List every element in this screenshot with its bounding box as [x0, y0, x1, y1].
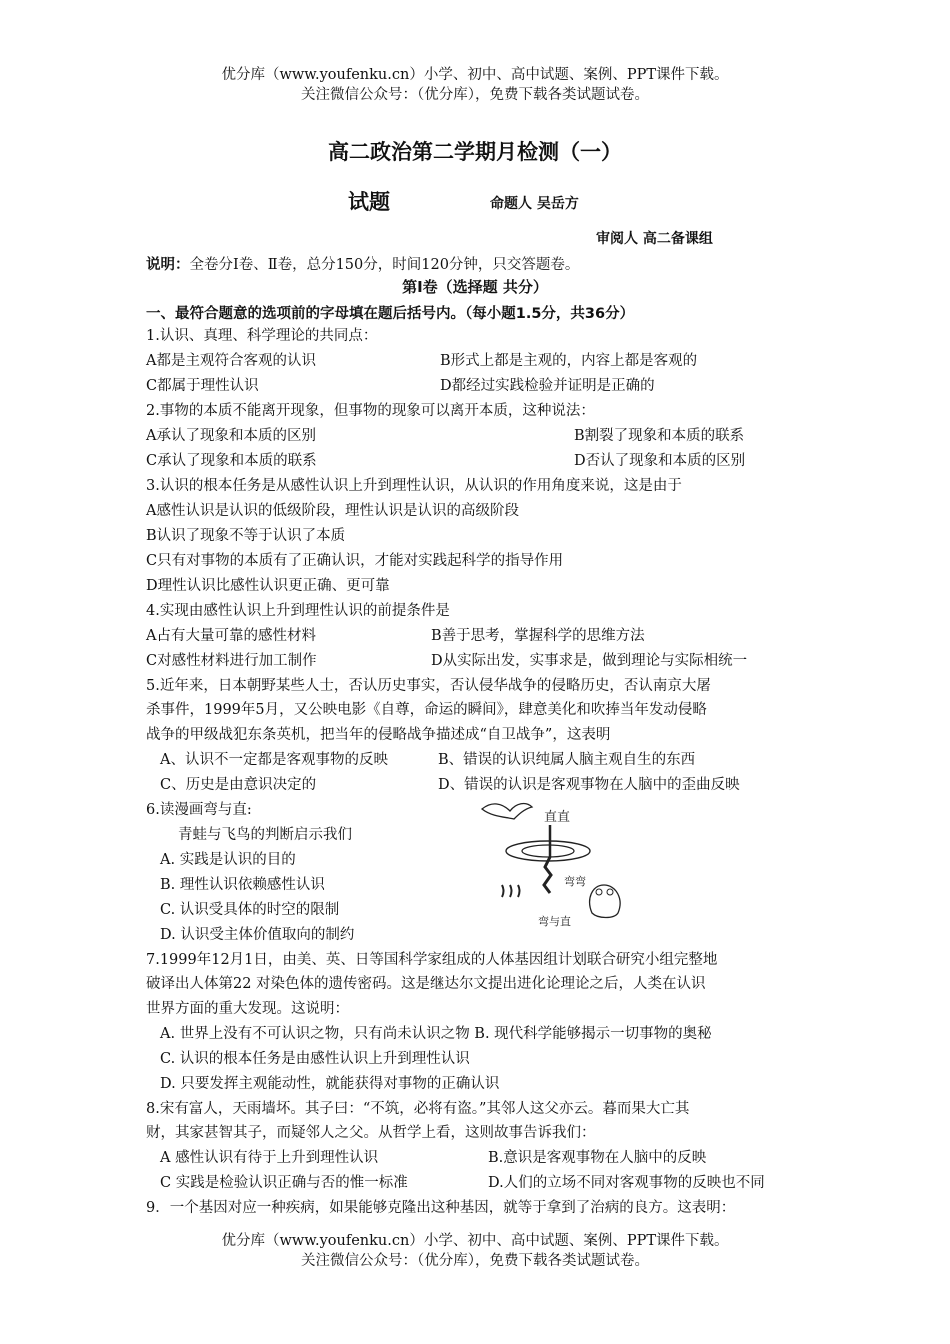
q5-line2: 杀事件，1999年5月，又公映电影《自尊，命运的瞬间》，肆意美化和吹捧当年发动侵略: [146, 702, 707, 718]
cartoon-bent-straight: [480, 795, 650, 930]
site-header-line1: 优分库（www.youfenku.cn）小学、初中、高中试题、案例、PPT课件下载。: [221, 67, 729, 83]
q5-option-d: D、错误的认识是客观事物在人脑中的歪曲反映: [438, 777, 740, 793]
q5-option-c: C、历史是由意识决定的: [160, 777, 317, 793]
q3-stem: 3.认识的根本任务是从感性认识上升到理性认识，从认识的作用角度来说，这是由于: [146, 478, 682, 494]
q9-stem: 9．一个基因对应一种疾病，如果能够克隆出这种基因，就等于拿到了治病的良方。这表明：: [146, 1200, 736, 1216]
q6-option-c: C. 认识受具体的时空的限制: [160, 902, 340, 918]
sound-waves-icon: [502, 885, 520, 897]
bent-stick-icon: [544, 857, 551, 893]
q8-line1: 8.宋有富人，天雨墙坏。其子曰：“不筑，必将有盗。”其邻人这父亦云。暮而果大亡其: [146, 1101, 690, 1117]
q3-option-d: D理性认识比感性认识更正确、更可靠: [146, 578, 390, 594]
bird-icon: [482, 804, 532, 819]
q3-option-a: A感性认识是认识的低级阶段，理性认识是认识的高级阶段: [146, 503, 519, 519]
part-title: 一、最符合题意的选项前的字母填在题后括号内。（每小题1.5分，共36分）: [146, 306, 635, 322]
section-title: 第Ⅰ卷（选择题 共分）: [402, 278, 548, 296]
q3-option-c: C只有对事物的本质有了正确认识，才能对实践起科学的指导作用: [146, 553, 564, 569]
cartoon-label-straight: 直直: [544, 810, 571, 825]
instructions-text: 全卷分Ⅰ卷、Ⅱ卷，总分150分，时间120分钟，只交答题卷。: [189, 257, 580, 273]
author: 命题人 吴岳方: [490, 196, 579, 212]
q2-stem: 2.事物的本质不能离开现象，但事物的现象可以离开本质，这种说法：: [146, 403, 595, 419]
q6-option-a: A. 实践是认识的目的: [160, 852, 296, 868]
water-ripple-inner-icon: [522, 845, 574, 857]
q6-lead: 青蛙与飞鸟的判断启示我们: [178, 827, 352, 843]
q2-option-d: D否认了现象和本质的区别: [574, 453, 746, 469]
q2-option-a: A承认了现象和本质的区别: [146, 428, 316, 444]
page-title: 高二政治第二学期月检测（一）: [328, 140, 622, 164]
q7-line3: 世界方面的重大发现。这说明：: [146, 1001, 349, 1017]
site-footer-line1: 优分库（www.youfenku.cn）小学、初中、高中试题、案例、PPT课件下载。: [221, 1233, 729, 1249]
q5-line3: 战争的甲级战犯东条英机，把当年的侵略战争描述成“自卫战争”，这表明: [146, 727, 611, 743]
site-footer-line2: 关注微信公众号：（优分库），免费下载各类试题试卷。: [301, 1253, 649, 1269]
q8-option-b: B.意识是客观事物在人脑中的反映: [488, 1150, 707, 1166]
q5-option-a: A、认识不一定都是客观事物的反映: [160, 752, 388, 768]
q4-option-a: A占有大量可靠的感性材料: [146, 628, 316, 644]
q5-line1: 5.近年来，日本朝野某些人士，否认历史事实，否认侵华战争的侵略历史，否认南京大屠: [146, 678, 711, 694]
q6-option-d: D. 认识受主体价值取向的制约: [160, 927, 355, 943]
q7-option-c: C. 认识的根本任务是由感性认识上升到理性认识: [160, 1051, 470, 1067]
cartoon-label-bent: 弯弯: [564, 875, 586, 888]
q1-option-a: A都是主观符合客观的认识: [146, 353, 316, 369]
q4-stem: 4.实现由感性认识上升到理性认识的前提条件是: [146, 603, 450, 619]
cartoon-caption: 弯与直: [538, 915, 571, 928]
q1-option-c: C都属于理性认识: [146, 378, 259, 394]
q8-line2: 财，其家甚智其子，而疑邻人之父。从哲学上看，这则故事告诉我们：: [146, 1125, 596, 1141]
q5-option-b: B、错误的认识纯属人脑主观自生的东西: [438, 752, 696, 768]
cartoon-illustration: [480, 795, 650, 930]
q3-option-b: B认识了现象不等于认识了本质: [146, 528, 346, 544]
q1-stem: 1.认识、真理、科学理论的共同点：: [146, 328, 378, 344]
instructions: [146, 253, 579, 274]
q7-line1: 7.1999年12月1日，由美、英、日等国科学家组成的人体基因组计划联合研究小组完整地: [146, 952, 718, 968]
q1-option-b: B形式上都是主观的，内容上都是客观的: [440, 353, 698, 369]
q1-option-d: D都经过实践检验并证明是正确的: [440, 378, 655, 394]
q7-option-ab: A. 世界上没有不可认识之物，只有尚未认识之物 B. 现代科学能够揭示一切事物的奥秘: [160, 1026, 712, 1042]
q8-option-c: C 实践是检验认识正确与否的惟一标准: [160, 1175, 408, 1191]
q7-line2: 破译出人体第22 对染色体的遗传密码。这是继达尔文提出进化论理论之后，人类在认识: [146, 976, 706, 992]
site-header-line2: 关注微信公众号：（优分库），免费下载各类试题试卷。: [301, 87, 649, 103]
subtitle: 试题: [348, 190, 390, 214]
q2-option-b: B割裂了现象和本质的联系: [574, 428, 745, 444]
q2-option-c: C承认了现象和本质的联系: [146, 453, 317, 469]
q8-option-a: A 感性认识有待于上升到理性认识: [160, 1150, 379, 1166]
q7-option-d: D. 只要发挥主观能动性，就能获得对事物的正确认识: [160, 1076, 500, 1092]
instructions-label: 说明：: [146, 257, 190, 273]
q8-option-d: D.人们的立场不同对客观事物的反映也不同: [488, 1175, 765, 1191]
q4-option-b: B善于思考，掌握科学的思维方法: [431, 628, 645, 644]
frog-icon: [590, 885, 620, 918]
q4-option-d: D从实际出发，实事求是，做到理论与实际相统一: [431, 653, 748, 669]
reviewer: 审阅人 高二备课组: [596, 231, 713, 247]
q6-option-b: B. 理性认识依赖感性认识: [160, 877, 325, 893]
q4-option-c: C对感性材料进行加工制作: [146, 653, 317, 669]
q6-stem: 6.读漫画弯与直:: [146, 802, 252, 818]
